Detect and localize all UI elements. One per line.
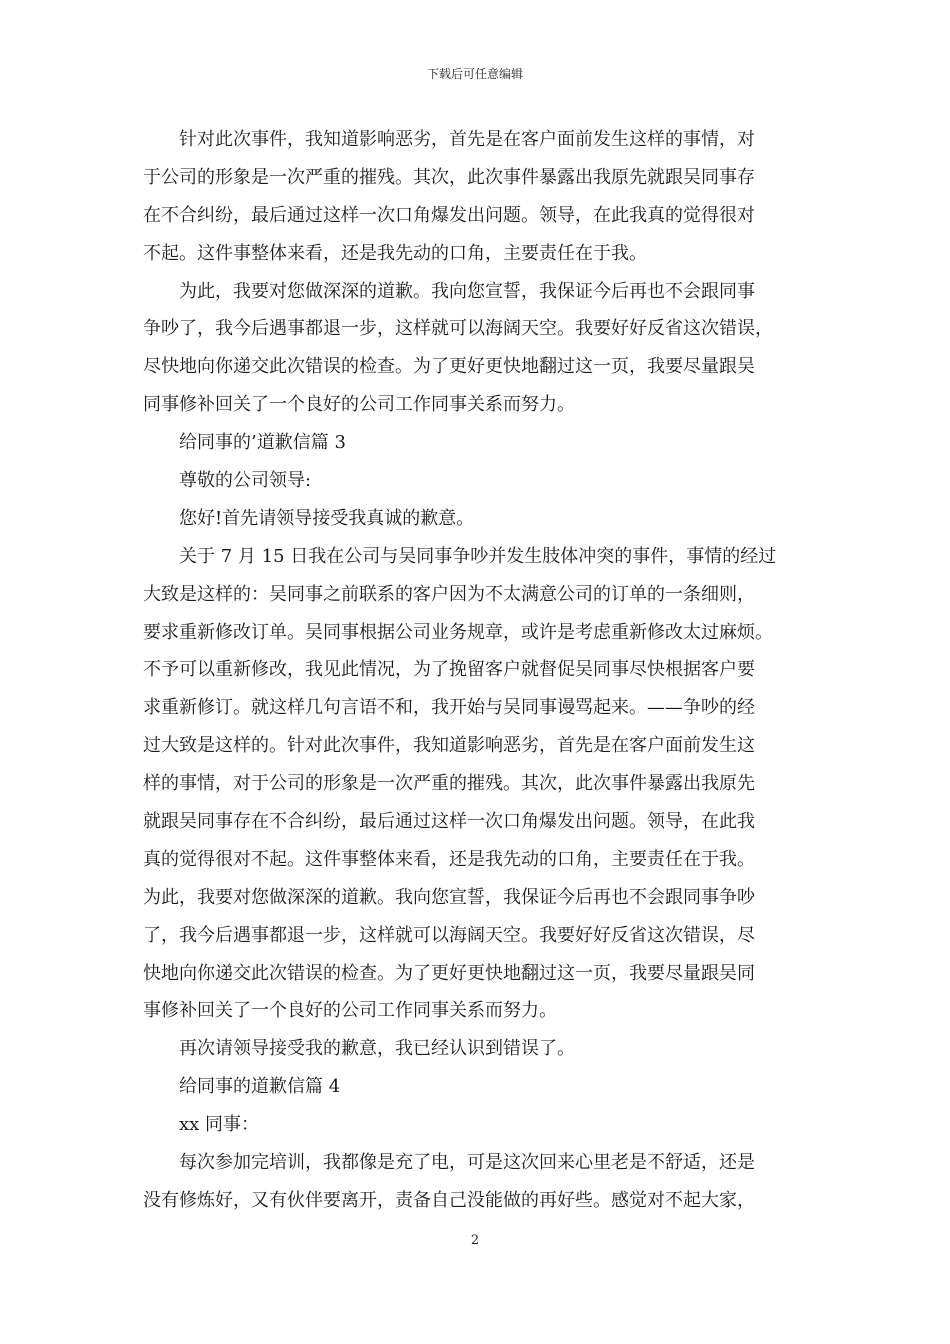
body-line: 大致是这样的：吴同事之前联系的客户因为不太满意公司的订单的一条细则， <box>143 583 755 605</box>
body-line: 为此，我要对您做深深的道歉。我向您宣誓，我保证今后再也不会跟同事争吵 <box>143 886 755 908</box>
document-body <box>143 121 811 1220</box>
page-header: 下载后可任意编辑 <box>426 67 523 81</box>
body-line: 为此，我要对您做深深的道歉。我向您宣誓，我保证今后再也不会跟同事 <box>179 280 755 302</box>
body-line: 争吵了，我今后遇事都退一步，这样就可以海阔天空。我要好好反省这次错误， <box>143 318 773 340</box>
salutation: 尊敬的公司领导: <box>179 470 312 492</box>
body-line: 针对此次事件，我知道影响恶劣，首先是在客户面前发生这样的事情，对 <box>179 129 755 150</box>
body-line: 关于 7 月 15 日我在公司与吴同事争吵并发生肢体冲突的事件，事情的经过 <box>179 545 777 567</box>
body-line: 要求重新修改订单。吴同事根据公司业务规章，或许是考虑重新修改太过麻烦。 <box>143 621 773 643</box>
body-line: 没有修炼好，又有伙伴要离开，责备自己没能做的再好些。感觉对不起大家， <box>143 1189 755 1211</box>
page-number: 2 <box>470 1233 480 1248</box>
body-line: 过大致是这样的。针对此次事件，我知道影响恶劣，首先是在客户面前发生这 <box>143 735 755 757</box>
body-line: 您好!首先请领导接受我真诚的歉意。 <box>179 507 475 529</box>
body-line: 事修补回关了一个良好的公司工作同事关系而努力。 <box>143 1000 557 1022</box>
body-line: 每次参加完培训，我都像是充了电，可是这次回来心里老是不舒适，还是 <box>179 1152 755 1174</box>
body-line: 在不合纠纷，最后通过这样一次口角爆发出问题。领导，在此我真的觉得很对 <box>143 204 755 226</box>
body-line: 快地向你递交此次错误的检查。为了更好更快地翻过这一页，我要尽量跟吴同 <box>143 962 755 984</box>
body-line: 真的觉得很对不起。这件事整体来看，还是我先动的口角，主要责任在于我。 <box>143 848 755 870</box>
section-heading: 给同事的’道歉信篇 3 <box>179 432 346 454</box>
salutation: xx 同事： <box>179 1114 260 1136</box>
section-heading: 给同事的道歉信篇 4 <box>179 1076 341 1098</box>
body-line: 于公司的形象是一次严重的摧残。其次，此次事件暴露出我原先就跟吴同事存 <box>143 166 755 188</box>
body-line: 尽快地向你递交此次错误的检查。为了更好更快地翻过这一页，我要尽量跟吴 <box>143 356 755 378</box>
body-line: 不起。这件事整体来看，还是我先动的口角，主要责任在于我。 <box>143 242 647 264</box>
body-line: 再次请领导接受我的歉意，我已经认识到错误了。 <box>179 1038 575 1060</box>
body-line: 样的事情，对于公司的形象是一次严重的摧残。其次，此次事件暴露出我原先 <box>143 773 755 795</box>
body-line: 同事修补回关了一个良好的公司工作同事关系而努力。 <box>143 394 575 416</box>
body-line: 求重新修订。就这样几句言语不和，我开始与吴同事谩骂起来。——争吵的经 <box>143 697 755 719</box>
body-line: 就跟吴同事存在不合纠纷，最后通过这样一次口角爆发出问题。领导，在此我 <box>143 811 755 833</box>
body-line: 不予可以重新修改，我见此情况，为了挽留客户就督促吴同事尽快根据客户要 <box>143 659 755 681</box>
body-line: 了，我今后遇事都退一步，这样就可以海阔天空。我要好好反省这次错误，尽 <box>143 924 755 946</box>
